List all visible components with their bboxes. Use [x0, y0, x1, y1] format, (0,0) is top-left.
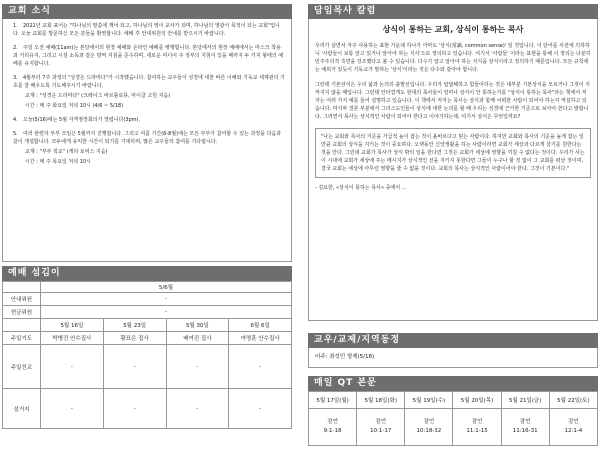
pastor-column-box [308, 19, 598, 321]
pastor-header: 담임목사 칼럼 [308, 4, 598, 19]
news-item [13, 130, 285, 166]
qt-ref: 12:1-4 [564, 428, 583, 434]
news-header: 교회 소식 [2, 4, 292, 19]
qt-book: 잠언 [519, 419, 531, 425]
row-label-usher: 안내위원 [3, 293, 41, 306]
qt-date: 5월 22일(토) [549, 392, 597, 409]
qt-book: 잠언 [568, 419, 579, 425]
news-item-detail: 시간 : 매 주 목요일 저녁 10시 [25, 159, 91, 165]
qt-ref: 10:1-17 [370, 428, 392, 434]
qt-reading [357, 409, 405, 446]
qt-table [308, 391, 598, 446]
news-item-detail: 교재 : "부부 학교" (게리 토머스 지음) [25, 149, 108, 155]
prayer-cell: 여명훈 안수집사 [229, 332, 292, 345]
qt-ref: 10:18-32 [416, 428, 442, 434]
news-item-text: 4월부터 7주 과정의 "성경은 드라마다"가 시작했습니다. 참여하는 교우들이 성경에 대한 바른 이해와 기독교 세계관의 기초를 잘 배우도록 기도해주시기 바랍니다. [13, 75, 285, 89]
lunch-cell: - [229, 345, 292, 389]
qt-book: 잠언 [375, 419, 387, 425]
pastor-paragraph: 우리가 살면서 자주 사용하는 표현 가운데 하나가 아마도 '상식(常識, common sense)' 일 것입니다. 이 단어를 사전에 의하하니 '사람들이 보통 알고 있거나 알아야 하는 지식'으로 정의하고 있습니다. 여기서 '사람들' 이라는 표현을 통해 이 정의는 다분히 민주주의적 측면을 강조했다고 볼 수 있습니다. 다수가 알고 알아야 하는 지식을 상식이라고 정의하기 때문입니다. 모든 규칙에는 예외가 있듯이 기독교가 말하는 '상식'이라는 것은 다수와 같아야 합니다. [315, 43, 591, 73]
news-item-number: 1. [13, 23, 18, 29]
qt-date: 5월 18일(화) [357, 392, 405, 409]
qt-book: 잠언 [423, 419, 435, 425]
left-column [2, 4, 292, 459]
news-item-text: 여러 관련자 부부 모임은 5월까지 진행합니다. 그리고 여름 기간(6-8월)에는 모든 부부가 참여할 수 있는 과정을 다음과 같이 개설합니다. 모두에게 유익한 시간이 되기를 기대하며, 많은 교우들의 참여를 기다립니다. [13, 131, 282, 145]
lunch-cell: - [103, 345, 166, 389]
row-label-dish: 설거지 [3, 389, 41, 429]
dish-cell: - [41, 389, 104, 429]
news-list [9, 22, 285, 166]
qt-reading [309, 409, 357, 446]
lunch-cell: - [41, 345, 104, 389]
qt-section [308, 376, 598, 446]
qt-reading [405, 409, 453, 446]
ministry-section [308, 333, 598, 368]
prayer-cell: 박병건 안수집사 [41, 332, 104, 345]
qt-ref: 9:1-18 [323, 428, 342, 434]
news-item-detail: 시간 : 매 주 화요일 저녁 10시 (4/6 ~ 5/18) [25, 103, 124, 109]
date-cell: 5월 30일 [166, 319, 229, 332]
news-item [13, 74, 285, 110]
prayer-cell: 황표은 집사 [103, 332, 166, 345]
news-item-number: 2. [13, 45, 18, 51]
ministry-body: 어주: 최성민 형제(5/18) [308, 348, 598, 368]
pastor-reference: - 김요한, «상식이 통하는 목사» 중에서 ... [315, 185, 407, 191]
news-item-number: 5. [13, 131, 18, 137]
offering-value: - [41, 306, 292, 319]
ministry-header: 교우/교제/지역동정 [308, 333, 598, 348]
pastor-paragraph: 그런데 기본상식은 우리 삶과 논의의 출발선입니다. 우리가 답답해하고 힘들어하는 것은 대부분 기본상식을 모르거나 그것이 지켜지지 않을 때입니다. 그런데 안타깝게도 현대의 목사들이 얼마나 상식이 안 통하는가를 "상식이 통하는 목사"라는 책에서 저자는 여러 가지 예를 들어 설명하고 있습니다. 이 책에서 저자는 목사는 상식과 함께 어떠한 사람이 되어야 하는지 역설하고 있습니다. 마지막 결론 부분에서 그리스도인들이 상식에 대한 논의를 할 때 우리는 성경에 근거한 기준으로 보아야 한다고 말합니다. 그러면서 목사는 상식적인 사람이 되어야 한다고 이야기하는데, 여기서 상식은 무엇일까요? [315, 82, 591, 120]
row-label-lunch: 주일친교 [3, 345, 41, 389]
news-box [2, 19, 292, 262]
date-cell: 6월 6일 [229, 319, 292, 332]
date-cell: 5월 23일 [103, 319, 166, 332]
qt-book: 잠언 [471, 419, 483, 425]
news-item-text: 오늘(5/16)에는 5월 자격점장회의가 열립니다(3pm). [23, 117, 141, 123]
row-label-prayer: 주일기도 [3, 332, 41, 345]
news-item-text: 주일 오전 예배(11am)는 본당에서의 현장 예배와 온라인 예배를 병행합니다. 본당에서의 현장 예배에서는 마스크 착용과 거리유지, 그리고 시설 소독과 같은 방역 지침을 준수하며, 새로운 미디어 주 정부의 지침이 있을 때까지 두 가지 형태의 예배를 유지합니다. [13, 45, 284, 67]
dish-cell: - [166, 389, 229, 429]
news-item [13, 44, 285, 68]
news-item-detail: 교재 : "성경은 드라마다" (크레이그 바르톨로뮤, 마이클 고힌 지음) [25, 93, 171, 99]
duty-section [2, 266, 292, 429]
qt-ref: 11:16-31 [512, 428, 538, 434]
news-item-number: 3. [13, 75, 18, 81]
row-label-offering: 헌금위원 [3, 306, 41, 319]
qt-book: 잠언 [327, 419, 338, 425]
right-column [308, 4, 598, 459]
usher-value: - [41, 293, 292, 306]
dish-cell: - [103, 389, 166, 429]
duty-header: 예배 섬김이 [2, 266, 292, 281]
qt-reading [453, 409, 501, 446]
news-item-text: 2021년 교회 표어는 "하나님의 말씀에 깨어 되고, 하나님의 영이 교사가 되며, 하나님의 영광이 목적이 되는 교회"입니다. 오늘 교회를 방문하신 모든 분들을 환영합니다. 예배 후 안내위원의 안내를 받으시기 바랍니다. [13, 23, 280, 37]
pastor-column-title: 상식이 통하는 교회, 상식이 통하는 목사 [382, 25, 524, 34]
news-item-number: 4. [13, 117, 18, 123]
qt-reading [501, 409, 549, 446]
qt-ref: 11:1-15 [466, 428, 488, 434]
news-item [13, 22, 285, 38]
prayer-cell: 배여진 집사 [166, 332, 229, 345]
qt-header: 매일 QT 본문 [308, 376, 598, 391]
qt-date: 5월 19일(수) [405, 392, 453, 409]
news-item [13, 116, 285, 124]
lunch-cell: - [166, 345, 229, 389]
qt-date: 5월 17일(월) [309, 392, 357, 409]
duty-table [2, 281, 292, 429]
duty-month-header: 5/6월 [41, 282, 292, 293]
dish-cell: - [229, 389, 292, 429]
pastor-quote: "나는 교회와 목사의 기준을 가급적 높이 잡는 것이 올바르다고 믿는 사람이다. 하지만 교회와 목사의 기준을 높게 잡는 일만큼 교회의 상식을 지키는 것이 중요하다. 오랫동안 신앙생활을 하는 사람이라면 교회가 세상과 다르게 살기를 원한다는 것을 안다. 그런데 교회가 목사가 상식 밖의 일을 한다면 그것은 교회가 세상에 영향을 끼칠 수 없다는 것이다. 우리가 사는 이 시대에 교회가 세상에 주는 메시지가 상식적인 선을 지키지 못한다면 그들이 누구나 할 것 없이 그 교회를 떠날 것이며, 결국 교회는 세상에 아무런 영향을 줄 수 없을 것이다. 교회의 목사는 상식적인 사람이어야 한다. 그것이 기본이다." [315, 128, 591, 178]
qt-date: 5월 21일(금) [501, 392, 549, 409]
date-cell: 5월 16일 [41, 319, 104, 332]
qt-reading [549, 409, 597, 446]
qt-date: 5월 20일(목) [453, 392, 501, 409]
